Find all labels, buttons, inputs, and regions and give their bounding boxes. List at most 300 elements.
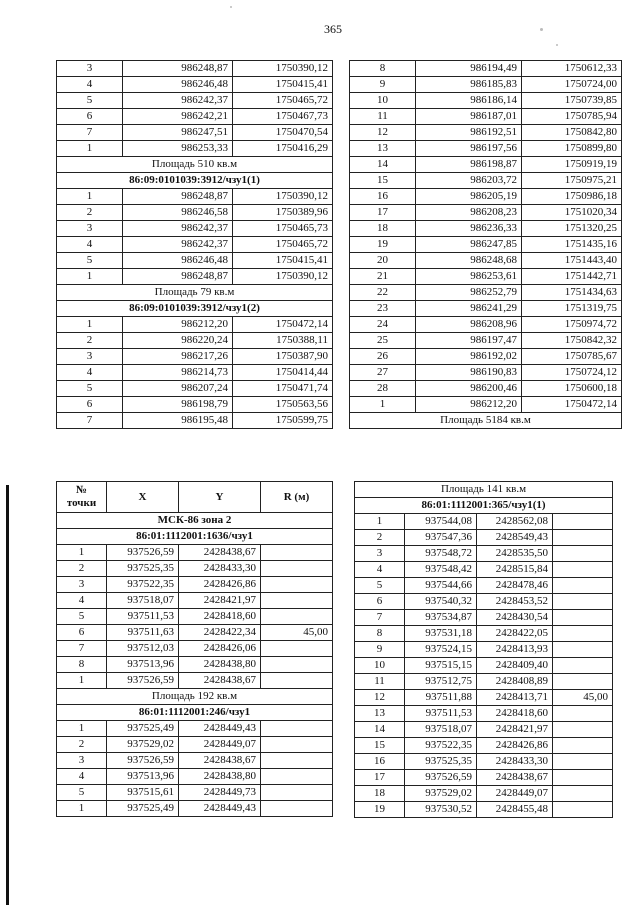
- point-number-cell: 6: [57, 625, 107, 641]
- point-number-cell: 7: [57, 641, 107, 657]
- radius-cell: [261, 609, 333, 625]
- point-number-cell: 2: [57, 561, 107, 577]
- x-coordinate-cell: 986192,02: [416, 349, 522, 365]
- header-x: X: [107, 482, 179, 513]
- point-number-cell: 14: [355, 722, 405, 738]
- table-row: [355, 562, 613, 578]
- point-number-cell: 14: [350, 157, 416, 173]
- table-row: [57, 253, 333, 269]
- y-coordinate-cell: 2428433,30: [179, 561, 261, 577]
- point-number-cell: 4: [57, 769, 107, 785]
- y-coordinate-cell: 1751434,63: [522, 285, 622, 301]
- y-coordinate-cell: 2428409,40: [477, 658, 553, 674]
- x-coordinate-cell: 937547,36: [405, 530, 477, 546]
- x-coordinate-cell: 986248,87: [123, 61, 233, 77]
- table-row: [350, 397, 622, 413]
- point-number-cell: 28: [350, 381, 416, 397]
- point-number-cell: 17: [355, 770, 405, 786]
- point-number-cell: 2: [57, 333, 123, 349]
- y-coordinate-cell: 1750599,75: [233, 413, 333, 429]
- x-coordinate-cell: 986186,14: [416, 93, 522, 109]
- x-coordinate-cell: 937512,03: [107, 641, 179, 657]
- table-row: [57, 673, 333, 689]
- x-coordinate-cell: 986212,20: [123, 317, 233, 333]
- x-coordinate-cell: 986200,46: [416, 381, 522, 397]
- radius-cell: [553, 802, 613, 818]
- table-row: [57, 109, 333, 125]
- x-coordinate-cell: 986197,47: [416, 333, 522, 349]
- table-row: [57, 221, 333, 237]
- y-coordinate-cell: 1750415,41: [233, 77, 333, 93]
- table-row: [350, 349, 622, 365]
- y-coordinate-cell: 1750389,96: [233, 205, 333, 221]
- radius-cell: [261, 657, 333, 673]
- table-row: [57, 657, 333, 673]
- radius-cell: 45,00: [261, 625, 333, 641]
- table-row: [355, 610, 613, 626]
- point-number-cell: 5: [57, 253, 123, 269]
- table-row: [57, 317, 333, 333]
- x-coordinate-cell: 937513,96: [107, 769, 179, 785]
- radius-cell: [261, 561, 333, 577]
- y-coordinate-cell: 1750415,41: [233, 253, 333, 269]
- point-number-cell: 15: [350, 173, 416, 189]
- table-row: [355, 642, 613, 658]
- point-number-cell: 11: [350, 109, 416, 125]
- point-number-cell: 2: [57, 737, 107, 753]
- table-row: [355, 626, 613, 642]
- point-number-cell: 12: [350, 125, 416, 141]
- area-row: [57, 157, 333, 173]
- radius-cell: [261, 737, 333, 753]
- table-row: [350, 109, 622, 125]
- section-title: МСК-86 зона 2: [57, 513, 333, 529]
- y-coordinate-cell: 2428426,86: [179, 577, 261, 593]
- x-coordinate-cell: 986214,73: [123, 365, 233, 381]
- y-coordinate-cell: 2428478,46: [477, 578, 553, 594]
- radius-cell: [553, 514, 613, 530]
- y-coordinate-cell: 2428421,97: [477, 722, 553, 738]
- point-number-cell: 9: [350, 77, 416, 93]
- point-number-cell: 18: [355, 786, 405, 802]
- y-coordinate-cell: 2428418,60: [179, 609, 261, 625]
- x-coordinate-cell: 937511,53: [405, 706, 477, 722]
- y-coordinate-cell: 1750390,12: [233, 269, 333, 285]
- point-number-cell: 3: [57, 577, 107, 593]
- table-header-row: [57, 482, 333, 513]
- table-row: [350, 173, 622, 189]
- x-coordinate-cell: 986208,96: [416, 317, 522, 333]
- radius-cell: [553, 626, 613, 642]
- table-row: [57, 753, 333, 769]
- table-row: [350, 93, 622, 109]
- table-row: [57, 125, 333, 141]
- y-coordinate-cell: 2428515,84: [477, 562, 553, 578]
- point-number-cell: 4: [57, 365, 123, 381]
- y-coordinate-cell: 1750899,80: [522, 141, 622, 157]
- table-row: [57, 205, 333, 221]
- table-row: [57, 333, 333, 349]
- x-coordinate-cell: 986212,20: [416, 397, 522, 413]
- x-coordinate-cell: 986197,56: [416, 141, 522, 157]
- point-number-cell: 9: [355, 642, 405, 658]
- x-coordinate-cell: 986198,87: [416, 157, 522, 173]
- y-coordinate-cell: 1750388,11: [233, 333, 333, 349]
- y-coordinate-cell: 1750465,73: [233, 221, 333, 237]
- point-number-cell: 24: [350, 317, 416, 333]
- point-number-cell: 1: [57, 317, 123, 333]
- table-row: [350, 381, 622, 397]
- x-coordinate-cell: 986217,26: [123, 349, 233, 365]
- y-coordinate-cell: 1750600,18: [522, 381, 622, 397]
- y-coordinate-cell: 1750470,54: [233, 125, 333, 141]
- radius-cell: [553, 674, 613, 690]
- y-coordinate-cell: 2428449,73: [179, 785, 261, 801]
- y-coordinate-cell: 1751442,71: [522, 269, 622, 285]
- area-row: [355, 482, 613, 498]
- coordinates-table-bottom-left: [56, 481, 333, 817]
- radius-cell: [553, 594, 613, 610]
- table-row: [57, 721, 333, 737]
- x-coordinate-cell: 986247,85: [416, 237, 522, 253]
- x-coordinate-cell: 986253,61: [416, 269, 522, 285]
- table-row: [57, 349, 333, 365]
- coordinates-table-top-left: [56, 60, 333, 429]
- coordinates-table-bottom-right: [354, 481, 613, 818]
- x-coordinate-cell: 937526,59: [107, 753, 179, 769]
- point-number-cell: 21: [350, 269, 416, 285]
- radius-cell: [553, 610, 613, 626]
- table-row: [57, 269, 333, 285]
- table-row: [57, 397, 333, 413]
- table-row: [57, 545, 333, 561]
- table-row: [57, 561, 333, 577]
- radius-cell: [261, 593, 333, 609]
- table-row: [57, 93, 333, 109]
- y-coordinate-cell: 1750387,90: [233, 349, 333, 365]
- y-coordinate-cell: 2428449,43: [179, 721, 261, 737]
- point-number-cell: 5: [57, 93, 123, 109]
- table-row: [350, 365, 622, 381]
- section-title: 86:09:0101039:3912/чзу1(2): [57, 301, 333, 317]
- radius-cell: [261, 577, 333, 593]
- point-number-cell: 12: [355, 690, 405, 706]
- radius-cell: [261, 769, 333, 785]
- table-row: [350, 205, 622, 221]
- point-number-cell: 1: [57, 269, 123, 285]
- section-title: 86:01:1112001:365/чзу1(1): [355, 498, 613, 514]
- y-coordinate-cell: 2428426,86: [477, 738, 553, 754]
- point-number-cell: 26: [350, 349, 416, 365]
- y-coordinate-cell: 1750785,67: [522, 349, 622, 365]
- x-coordinate-cell: 937526,59: [405, 770, 477, 786]
- point-number-cell: 1: [57, 721, 107, 737]
- x-coordinate-cell: 986247,51: [123, 125, 233, 141]
- table-row: [350, 221, 622, 237]
- x-coordinate-cell: 986198,79: [123, 397, 233, 413]
- point-number-cell: 19: [355, 802, 405, 818]
- x-coordinate-cell: 986207,24: [123, 381, 233, 397]
- x-coordinate-cell: 937529,02: [107, 737, 179, 753]
- point-number-cell: 5: [57, 785, 107, 801]
- point-number-cell: 13: [350, 141, 416, 157]
- y-coordinate-cell: 1750842,32: [522, 333, 622, 349]
- header-y: Y: [179, 482, 261, 513]
- section-title: 86:09:0101039:3912/чзу1(1): [57, 173, 333, 189]
- table-row: [57, 381, 333, 397]
- y-coordinate-cell: 1750612,33: [522, 61, 622, 77]
- y-coordinate-cell: 1750416,29: [233, 141, 333, 157]
- point-number-cell: 8: [355, 626, 405, 642]
- x-coordinate-cell: 937518,07: [405, 722, 477, 738]
- point-number-cell: 3: [57, 349, 123, 365]
- table-row: [57, 189, 333, 205]
- point-number-cell: 7: [57, 413, 123, 429]
- table-row: [57, 593, 333, 609]
- table-row: [355, 690, 613, 706]
- point-number-cell: 3: [57, 61, 123, 77]
- section-row: [57, 173, 333, 189]
- y-coordinate-cell: 1750472,14: [233, 317, 333, 333]
- point-number-cell: 4: [57, 593, 107, 609]
- y-coordinate-cell: 1750390,12: [233, 189, 333, 205]
- y-coordinate-cell: 2428449,07: [477, 786, 553, 802]
- x-coordinate-cell: 937526,59: [107, 673, 179, 689]
- y-coordinate-cell: 1751443,40: [522, 253, 622, 269]
- table-row: [355, 722, 613, 738]
- y-coordinate-cell: 2428433,30: [477, 754, 553, 770]
- point-number-cell: 17: [350, 205, 416, 221]
- y-coordinate-cell: 2428438,67: [477, 770, 553, 786]
- x-coordinate-cell: 937526,59: [107, 545, 179, 561]
- point-number-cell: 1: [57, 801, 107, 817]
- table-row: [57, 737, 333, 753]
- y-coordinate-cell: 1750986,18: [522, 189, 622, 205]
- point-number-cell: 1: [57, 545, 107, 561]
- x-coordinate-cell: 986252,79: [416, 285, 522, 301]
- x-coordinate-cell: 986208,23: [416, 205, 522, 221]
- x-coordinate-cell: 937524,15: [405, 642, 477, 658]
- y-coordinate-cell: 1750563,56: [233, 397, 333, 413]
- table-row: [57, 769, 333, 785]
- table-row: [350, 61, 622, 77]
- section-row: [57, 529, 333, 545]
- x-coordinate-cell: 986192,51: [416, 125, 522, 141]
- x-coordinate-cell: 986246,48: [123, 253, 233, 269]
- section-row: [57, 513, 333, 529]
- table-row: [355, 738, 613, 754]
- radius-cell: [553, 770, 613, 786]
- table-row: [350, 333, 622, 349]
- table-row: [57, 641, 333, 657]
- point-number-cell: 6: [57, 109, 123, 125]
- table-row: [355, 514, 613, 530]
- radius-cell: [553, 658, 613, 674]
- x-coordinate-cell: 937512,75: [405, 674, 477, 690]
- x-coordinate-cell: 986205,19: [416, 189, 522, 205]
- point-number-cell: 3: [57, 221, 123, 237]
- x-coordinate-cell: 986242,37: [123, 93, 233, 109]
- y-coordinate-cell: 2428438,67: [179, 753, 261, 769]
- x-coordinate-cell: 986195,48: [123, 413, 233, 429]
- table-row: [355, 674, 613, 690]
- table-row: [57, 413, 333, 429]
- point-number-cell: 4: [57, 237, 123, 253]
- y-coordinate-cell: 1750467,73: [233, 109, 333, 125]
- section-row: [355, 498, 613, 514]
- area-row: [350, 413, 622, 429]
- x-coordinate-cell: 937522,35: [107, 577, 179, 593]
- table-row: [57, 61, 333, 77]
- table-row: [350, 269, 622, 285]
- scan-speck: [230, 6, 232, 8]
- x-coordinate-cell: 986248,87: [123, 269, 233, 285]
- point-number-cell: 5: [355, 578, 405, 594]
- point-number-cell: 22: [350, 285, 416, 301]
- x-coordinate-cell: 937544,66: [405, 578, 477, 594]
- y-coordinate-cell: 2428426,06: [179, 641, 261, 657]
- section-title: 86:01:1112001:246/чзу1: [57, 705, 333, 721]
- radius-cell: [261, 673, 333, 689]
- x-coordinate-cell: 986241,29: [416, 301, 522, 317]
- coordinates-table-top-right: [349, 60, 622, 429]
- y-coordinate-cell: 1750974,72: [522, 317, 622, 333]
- y-coordinate-cell: 1750724,00: [522, 77, 622, 93]
- table-row: [355, 594, 613, 610]
- x-coordinate-cell: 937525,35: [107, 561, 179, 577]
- x-coordinate-cell: 937525,35: [405, 754, 477, 770]
- y-coordinate-cell: 1750842,80: [522, 125, 622, 141]
- section-row: [57, 705, 333, 721]
- point-number-cell: 6: [355, 594, 405, 610]
- y-coordinate-cell: 1750724,12: [522, 365, 622, 381]
- x-coordinate-cell: 986185,83: [416, 77, 522, 93]
- point-number-cell: 1: [350, 397, 416, 413]
- y-coordinate-cell: 1750472,14: [522, 397, 622, 413]
- table-row: [57, 625, 333, 641]
- point-number-cell: 4: [355, 562, 405, 578]
- point-number-cell: 4: [57, 77, 123, 93]
- area-label: Площадь 141 кв.м: [355, 482, 613, 498]
- radius-cell: [553, 754, 613, 770]
- x-coordinate-cell: 986220,24: [123, 333, 233, 349]
- section-title: 86:01:1112001:1636/чзу1: [57, 529, 333, 545]
- y-coordinate-cell: 1750465,72: [233, 93, 333, 109]
- x-coordinate-cell: 937511,88: [405, 690, 477, 706]
- x-coordinate-cell: 986203,72: [416, 173, 522, 189]
- y-coordinate-cell: 1751320,25: [522, 221, 622, 237]
- y-coordinate-cell: 2428422,05: [477, 626, 553, 642]
- point-number-cell: 19: [350, 237, 416, 253]
- table-row: [350, 77, 622, 93]
- point-number-cell: 13: [355, 706, 405, 722]
- y-coordinate-cell: 2428535,50: [477, 546, 553, 562]
- radius-cell: [553, 786, 613, 802]
- point-number-cell: 1: [355, 514, 405, 530]
- x-coordinate-cell: 937515,15: [405, 658, 477, 674]
- radius-cell: [553, 738, 613, 754]
- point-number-cell: 5: [57, 381, 123, 397]
- x-coordinate-cell: 986190,83: [416, 365, 522, 381]
- point-number-cell: 15: [355, 738, 405, 754]
- table-row: [350, 253, 622, 269]
- table-row: [57, 141, 333, 157]
- y-coordinate-cell: 2428549,43: [477, 530, 553, 546]
- radius-cell: [553, 530, 613, 546]
- point-number-cell: 25: [350, 333, 416, 349]
- table-row: [350, 301, 622, 317]
- point-number-cell: 2: [57, 205, 123, 221]
- table-row: [355, 770, 613, 786]
- y-coordinate-cell: 1750390,12: [233, 61, 333, 77]
- point-number-cell: 11: [355, 674, 405, 690]
- table-row: [350, 317, 622, 333]
- point-number-cell: 7: [57, 125, 123, 141]
- header-point-number: № точки: [57, 482, 107, 513]
- point-number-cell: 10: [355, 658, 405, 674]
- radius-cell: [553, 578, 613, 594]
- point-number-cell: 3: [355, 546, 405, 562]
- y-coordinate-cell: 2428421,97: [179, 593, 261, 609]
- x-coordinate-cell: 986236,33: [416, 221, 522, 237]
- section-row: [57, 301, 333, 317]
- x-coordinate-cell: 986246,58: [123, 205, 233, 221]
- y-coordinate-cell: 1751020,34: [522, 205, 622, 221]
- x-coordinate-cell: 937511,53: [107, 609, 179, 625]
- x-coordinate-cell: 986248,68: [416, 253, 522, 269]
- y-coordinate-cell: 2428413,71: [477, 690, 553, 706]
- y-coordinate-cell: 2428455,48: [477, 802, 553, 818]
- binding-edge-line: [6, 485, 9, 905]
- x-coordinate-cell: 937522,35: [405, 738, 477, 754]
- y-coordinate-cell: 2428449,07: [179, 737, 261, 753]
- scan-speck: [540, 28, 543, 31]
- y-coordinate-cell: 1750785,94: [522, 109, 622, 125]
- x-coordinate-cell: 937540,32: [405, 594, 477, 610]
- y-coordinate-cell: 2428408,89: [477, 674, 553, 690]
- point-number-cell: 1: [57, 673, 107, 689]
- x-coordinate-cell: 937525,49: [107, 801, 179, 817]
- y-coordinate-cell: 1751319,75: [522, 301, 622, 317]
- area-label: Площадь 79 кв.м: [57, 285, 333, 301]
- radius-cell: [261, 641, 333, 657]
- x-coordinate-cell: 937534,87: [405, 610, 477, 626]
- point-number-cell: 16: [355, 754, 405, 770]
- y-coordinate-cell: 1750975,21: [522, 173, 622, 189]
- table-row: [57, 77, 333, 93]
- y-coordinate-cell: 2428438,80: [179, 657, 261, 673]
- radius-cell: [553, 706, 613, 722]
- point-number-cell: 2: [355, 530, 405, 546]
- table-row: [355, 802, 613, 818]
- table-row: [355, 530, 613, 546]
- x-coordinate-cell: 986194,49: [416, 61, 522, 77]
- y-coordinate-cell: 2428422,34: [179, 625, 261, 641]
- y-coordinate-cell: 1750919,19: [522, 157, 622, 173]
- table-row: [57, 577, 333, 593]
- table-row: [57, 237, 333, 253]
- point-number-cell: 5: [57, 609, 107, 625]
- table-row: [355, 786, 613, 802]
- y-coordinate-cell: 2428413,93: [477, 642, 553, 658]
- table-row: [350, 285, 622, 301]
- point-number-cell: 20: [350, 253, 416, 269]
- x-coordinate-cell: 937513,96: [107, 657, 179, 673]
- area-label: Площадь 192 кв.м: [57, 689, 333, 705]
- point-number-cell: 8: [57, 657, 107, 673]
- table-row: [355, 578, 613, 594]
- y-coordinate-cell: 2428438,67: [179, 545, 261, 561]
